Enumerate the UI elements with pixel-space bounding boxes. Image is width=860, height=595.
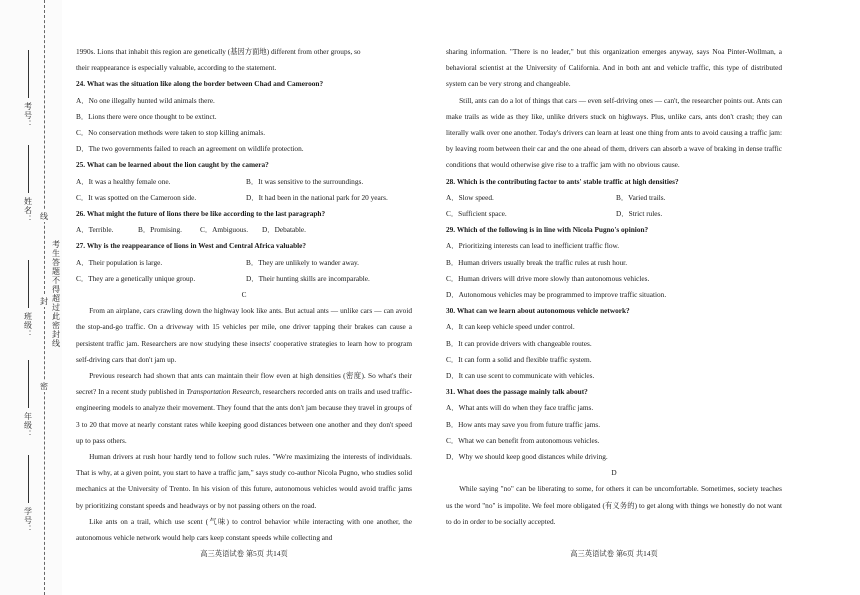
- text-line: C．It can form a solid and flexible traffic system.: [446, 354, 592, 364]
- option: D．Strict rules.: [616, 209, 663, 219]
- text-line: B．How ants may save you from future traffic jams.: [446, 419, 601, 429]
- option: A．Terrible.: [76, 225, 114, 235]
- seal-char: 封: [39, 297, 49, 305]
- text-line: D．It can use scent to communicate with vehicles.: [446, 371, 595, 381]
- option-row: [76, 174, 412, 190]
- question-stem: 25. What can be learned about the lion caught by the camera?: [76, 160, 269, 170]
- question-stem: 24. What was the situation like along the border between Chad and Cameroon?: [76, 79, 324, 89]
- option: D．Debatable.: [262, 225, 306, 235]
- field-blank-line[interactable]: [28, 360, 29, 408]
- option-row: [446, 190, 782, 206]
- journal-title: Transportation Research: [186, 387, 260, 397]
- text-line: A．Prioritizing interests can lead to inefficient traffic flow.: [446, 241, 620, 251]
- text-line: C．What we can benefit from autonomous vehicles.: [446, 435, 600, 445]
- seal-warning: 考生答题不得超过此密封线: [51, 240, 61, 348]
- option: C．Ambiguous.: [200, 225, 249, 235]
- field-blank-line[interactable]: [28, 145, 29, 193]
- question-stem: 26. What might the future of lions there be like according to the last paragraph?: [76, 209, 326, 219]
- option: C．It was spotted on the Cameroon side.: [76, 192, 197, 202]
- text-line: A．What ants will do when they face traffic jams.: [446, 403, 594, 413]
- field-blank-line[interactable]: [28, 50, 29, 98]
- text-line: 1990s. Lions that inhabit this region are genetically (基因方面地) different from other groups, so: [76, 47, 361, 56]
- option: A．Their population is large.: [76, 257, 163, 267]
- page-6-footer: 高三英语试卷 第6页 共14页: [570, 549, 658, 558]
- seal-char: 密: [39, 382, 49, 390]
- field-label: 考号：: [23, 102, 33, 129]
- page-6-column: [446, 44, 782, 530]
- text-line: B．Lions there were once thought to be extinct.: [76, 111, 217, 121]
- question-stem: 28. Which is the contributing factor to ants' stable traffic at high densities?: [446, 176, 679, 186]
- text-line: their reappearance is especially valuable, according to the statement.: [76, 63, 277, 73]
- field-label: 年级：: [23, 412, 33, 439]
- question-stem: 27. Why is the reappearance of lions in West and Central Africa valuable?: [76, 241, 307, 251]
- option: B．Promising.: [138, 225, 182, 235]
- question-stem: 31. What does the passage mainly talk about?: [446, 387, 588, 397]
- question-stem: 29. Which of the following is in line with Nicola Pugno's opinion?: [446, 225, 649, 235]
- option: C．Sufficient space.: [446, 209, 507, 219]
- text-line: C．No conservation methods were taken to stop killing animals.: [76, 128, 266, 138]
- field-blank-line[interactable]: [28, 260, 29, 308]
- text-line: D．Why we should keep good distances while driving.: [446, 452, 608, 462]
- option: D．It had been in the national park for 20 years.: [246, 192, 388, 202]
- option-row: [76, 271, 412, 287]
- text-line: A．No one illegally hunted wild animals there.: [76, 95, 215, 105]
- field-label: 姓名：: [23, 197, 33, 224]
- option: D．Their hunting skills are incomparable.: [246, 273, 370, 283]
- paragraph-text: Previous research had shown that ants can maintain their flow even at high densities (密度). So what's their secret? In a recent study published in: [76, 371, 412, 397]
- seal-char: 线: [39, 212, 49, 220]
- paragraph: sharing information. "There is no leader," but this organization emerges anyway, says Noa Pinter-Wollman, a behavioral scientist at the University of California. And in both ant and vehicle traffic, this type of distributed system can be very strong and changeable.: [446, 47, 782, 89]
- text-line: A．It can keep vehicle speed under control.: [446, 322, 575, 332]
- paragraph: Like ants on a trail, which use scent (气味) to control behavior while interacting with one another, the autonomous vehicle network would help cars keep constant speeds while collecting and: [76, 516, 412, 543]
- page-5-footer: 高三英语试卷 第5页 共14页: [200, 549, 288, 558]
- option-row: [76, 255, 412, 271]
- paragraph: From an airplane, cars crawling down the highway look like ants. But actual ants — unlike cars — can avoid the stop-and-go traffic. On a driveway with 15 vehicles per mile, one driver tapping their brakes can cause a persistent traffic jam. Researchers are now studying these insects' cooperative strategies to learn how to program self-driving cars that don't jam up.: [76, 306, 412, 364]
- text-line: B．Human drivers usually break the traffic rules at rush hour.: [446, 257, 628, 267]
- field-blank-line[interactable]: [28, 455, 29, 503]
- paragraph: Still, ants can do a lot of things that cars — even self-driving ones — can't, the researcher points out. Ants can make trails as wide as they like, unlike drivers stuck on highways. Plus, unlike cars, ants don't crash; they can literally walk over one another. Today's drivers can learn at least one thing from ants to avoid causing a traffic jam: by leaving room between their car and the one ahead of them, drivers can absorb a wave of braking in dense traffic conditions that would otherwise give rise to a traffic jam with no obvious cause.: [446, 95, 782, 170]
- option: B．It was sensitive to the surroundings.: [246, 176, 364, 186]
- paragraph: Human drivers at rush hour hardly tend to follow such rules. "We're maximizing the interests of individuals. That is why, at a given point, you start to have a traffic jam," says study co-author Nicola Pugno, who studies solid mechanics at the University of Trento. In his vision of this future, autonomous vehicles would avoid traffic jams by prioritizing constant speeds and headways or by not passing others on the road.: [76, 452, 412, 510]
- paragraph-text: , researchers recorded ants on trails and used traffic-engineering models to analyze their movement. They found that the ants don't jam because they travel in groups of 3 to 20 that move at nearly constant rates while keeping good distances between one another and they don't speed up to pass others.: [76, 387, 413, 445]
- option: A．Slow speed.: [446, 192, 494, 202]
- paragraph: While saying "no" can be liberating to some, for others it can be uncomfortable. Sometimes, society teaches us the word "no" is impolite. We feel more obligated (有义务的) to get along with things we honestly do not want to do in order to be socially accepted.: [446, 484, 782, 526]
- question-stem: 30. What can we learn about autonomous vehicle network?: [446, 306, 630, 316]
- text-line: D．The two governments failed to reach an agreement on wildlife protection.: [76, 144, 304, 154]
- option-row: [76, 222, 412, 238]
- option-row: [446, 206, 782, 222]
- section-heading: C: [241, 290, 247, 300]
- option: C．They are a genetically unique group.: [76, 273, 196, 283]
- option-row: [76, 190, 412, 206]
- section-heading: D: [611, 468, 617, 478]
- text-line: D．Autonomous vehicles may be programmed to improve traffic situation.: [446, 290, 667, 300]
- field-label: 学号：: [23, 507, 33, 534]
- paragraph: [76, 368, 412, 449]
- option: A．It was a healthy female one.: [76, 176, 171, 186]
- text-line: B．It can provide drivers with changeable routes.: [446, 338, 592, 348]
- page-5-column: [76, 44, 412, 546]
- text-line: C．Human drivers will drive more slowly than autonomous vehicles.: [446, 273, 650, 283]
- option: B．Varied trails.: [616, 192, 666, 202]
- field-label: 班级：: [23, 312, 33, 339]
- option: B．They are unlikely to wander away.: [246, 257, 359, 267]
- binding-margin: [0, 0, 62, 595]
